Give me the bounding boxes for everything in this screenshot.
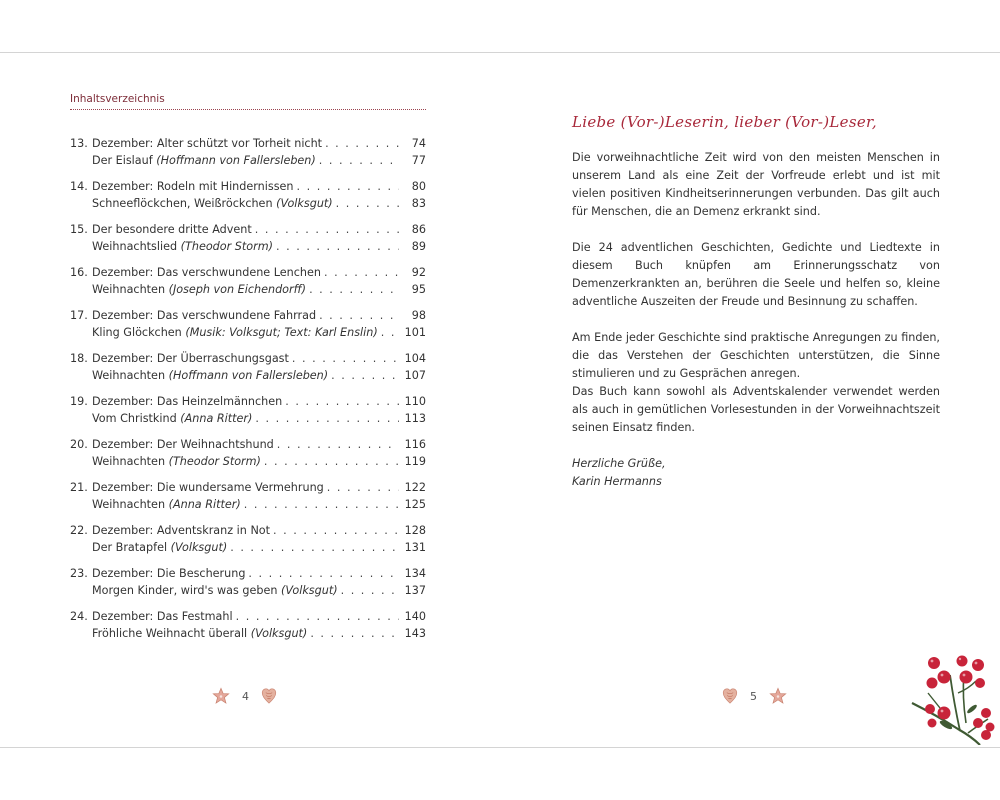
closing [572, 455, 940, 491]
closing-greeting: Herzliche Grüße, [572, 457, 666, 470]
toc-poem-row [70, 454, 426, 471]
heart-ornament-icon [722, 687, 738, 705]
star-ornament-icon [212, 687, 230, 705]
toc-poem-row [70, 153, 426, 170]
toc-leader-dots [310, 626, 399, 643]
toc-leader-dots [276, 239, 399, 256]
toc-title: Vom Christkind [92, 411, 181, 425]
toc-page-number: 143 [404, 626, 426, 640]
toc-number: 13. [70, 137, 88, 150]
toc-title-wrap [92, 454, 261, 471]
toc-page-number: 110 [404, 395, 426, 408]
toc-leader-dots [248, 566, 399, 583]
foreword [572, 113, 940, 491]
toc-title-wrap [92, 179, 294, 196]
toc-story-row [70, 523, 426, 540]
toc-leader-dots [297, 179, 400, 196]
toc-leader-dots [244, 497, 399, 514]
toc-leader-dots [292, 351, 399, 368]
toc-title-wrap [92, 437, 274, 454]
toc-title: Weihnachten [92, 368, 169, 382]
toc-page-number: 92 [411, 266, 426, 279]
toc-page-number: 80 [411, 180, 426, 193]
toc-poem-row [70, 196, 426, 213]
dotted-divider [70, 109, 426, 110]
toc-title-wrap [92, 394, 282, 411]
salutation: Liebe (Vor-)Leserin, lieber (Vor-)Leser, [572, 113, 877, 131]
toc-author: (Volksgut) [170, 540, 228, 554]
toc-title: Weihnachten [92, 497, 169, 511]
page-number: 4 [242, 689, 249, 703]
toc-title-wrap [92, 222, 252, 239]
toc-title: Dezember: Das verschwundene Fahrrad [92, 309, 317, 322]
toc-entry-group [70, 136, 426, 169]
toc-leader-dots [327, 480, 399, 497]
paragraph: Das Buch kann sowohl als Adventskalender verwendet werden als auch in gemütlichen Vorlesestunden in der Vorweihnachtszeit seinen Einsatz finden. [572, 385, 940, 434]
section-label: Inhaltsverzeichnis [70, 93, 165, 105]
toc-author: (Theodor Storm) [180, 239, 273, 253]
toc-author: (Volksgut) [250, 626, 308, 640]
toc-leader-dots [325, 136, 399, 153]
toc-page-number: 95 [411, 282, 426, 296]
toc-page-number: 128 [404, 524, 426, 537]
toc-page-number: 116 [404, 438, 426, 451]
toc-title-wrap [92, 308, 316, 325]
toc-number: 21. [70, 481, 88, 494]
toc-title-wrap [92, 196, 333, 213]
left-folio [212, 687, 277, 705]
toc-entry-group [70, 222, 426, 255]
toc-poem-row [70, 368, 426, 385]
toc-leader-dots [381, 325, 399, 342]
toc-title: Dezember: Der Weihnachtshund [92, 438, 274, 451]
toc-leader-dots [236, 609, 399, 626]
toc-story-row [70, 308, 426, 325]
toc-number: 20. [70, 438, 88, 451]
toc-leader-dots [331, 368, 399, 385]
toc-title-wrap [92, 540, 227, 557]
toc-story-row [70, 136, 426, 153]
star-ornament-icon [769, 687, 787, 705]
toc-entry-group [70, 480, 426, 513]
toc-title: Dezember: Rodeln mit Hindernissen [92, 180, 294, 193]
toc-leader-dots [264, 454, 399, 471]
toc-entry-group [70, 609, 426, 642]
toc-poem-row [70, 497, 426, 514]
toc-author: (Theodor Storm) [168, 454, 261, 468]
toc-title: Dezember: Der Überraschungsgast [92, 352, 289, 365]
berry-branch-icon [906, 653, 996, 745]
toc-title-wrap [92, 523, 270, 540]
toc-number: 14. [70, 180, 88, 193]
toc-title-wrap [92, 368, 328, 385]
toc-story-row [70, 222, 426, 239]
closing-author: Karin Hermanns [572, 475, 662, 488]
paragraph: Die vorweihnachtliche Zeit wird von den meisten Menschen in unserem Land als eine Zeit der Vorfreude erlebt und ist mit vielen positiven Kindheitserinnerungen verbunden. Das gilt auch für Menschen, die an Demenz erkrankt sind. [572, 151, 940, 218]
toc-leader-dots [324, 265, 399, 282]
page-number: 5 [750, 689, 757, 703]
toc-leader-dots [336, 196, 399, 213]
toc-entry-group [70, 437, 426, 470]
toc-title-wrap [92, 609, 233, 626]
toc-poem-row [70, 239, 426, 256]
toc-story-row [70, 179, 426, 196]
toc-entry-group [70, 566, 426, 599]
toc-title-wrap [92, 351, 289, 368]
toc-title: Fröhliche Weihnacht überall [92, 626, 251, 640]
toc-title-wrap [92, 325, 378, 342]
toc-number: 22. [70, 524, 88, 537]
paragraph: Am Ende jeder Geschichte sind praktische Anregungen zu finden, die das Verstehen der Geschichten unterstützen, die Sinne stimulieren und zu Gesprächen anregen. [572, 331, 940, 380]
toc-author: (Joseph von Eichendorff) [168, 282, 307, 296]
toc-page-number: 131 [404, 540, 426, 554]
toc-leader-dots [319, 153, 399, 170]
toc-leader-dots [277, 437, 399, 454]
toc-story-row [70, 437, 426, 454]
toc-number: 23. [70, 567, 88, 580]
toc-title: Dezember: Alter schützt vor Torheit nicht [92, 137, 323, 150]
toc-page-number: 74 [411, 137, 426, 150]
toc-title-wrap [92, 136, 322, 153]
toc-title: Weihnachten [92, 454, 169, 468]
toc-title: Morgen Kinder, wird's was geben [92, 583, 281, 597]
toc-title: Der Eislauf [92, 153, 157, 167]
toc-leader-dots [255, 222, 399, 239]
toc-title-wrap [92, 497, 241, 514]
toc-title: Weihnachten [92, 282, 169, 296]
toc-title-wrap [92, 411, 252, 428]
toc-title: Dezember: Die wundersame Vermehrung [92, 481, 324, 494]
toc-story-row [70, 265, 426, 282]
toc-page-number: 119 [404, 454, 426, 468]
toc-title: Schneeflöckchen, Weißröckchen [92, 196, 277, 210]
toc-entry-group [70, 179, 426, 212]
toc-title-wrap [92, 566, 245, 583]
toc-entry-group [70, 265, 426, 298]
toc-number: 19. [70, 395, 88, 408]
toc-number: 24. [70, 610, 88, 623]
toc-page-number: 83 [411, 196, 426, 210]
toc-story-row [70, 566, 426, 583]
toc-title-wrap [92, 239, 273, 256]
toc-title: Kling Glöckchen [92, 325, 186, 339]
toc-poem-row [70, 626, 426, 643]
toc-leader-dots [230, 540, 399, 557]
toc-number: 16. [70, 266, 88, 279]
toc-title-wrap [92, 282, 306, 299]
toc-page-number: 134 [404, 567, 426, 580]
toc-leader-dots [255, 411, 399, 428]
toc-leader-dots [319, 308, 399, 325]
toc-entry-group [70, 308, 426, 341]
toc-title-wrap [92, 265, 321, 282]
toc-story-row [70, 480, 426, 497]
toc-title: Weihnachtslied [92, 239, 181, 253]
toc-page-number: 137 [404, 583, 426, 597]
paragraph: Die 24 adventlichen Geschichten, Gedichte und Liedtexte in diesem Buch knüpfen am Erinnerungsschatz von Demenzerkrankten an, berühren die Seele und helfen so, kleine adventliche Auszeiten der Freude und Besinnung zu schaffen. [572, 241, 940, 308]
toc-entry-group [70, 394, 426, 427]
toc-page-number: 77 [411, 153, 426, 167]
toc-poem-row [70, 411, 426, 428]
toc-story-row [70, 351, 426, 368]
right-page [502, 53, 1000, 747]
toc-page-number: 140 [404, 610, 426, 623]
toc-entry-group [70, 523, 426, 556]
toc-title-wrap [92, 480, 324, 497]
toc-author: (Hoffmann von Fallersleben) [168, 368, 329, 382]
toc-leader-dots [341, 583, 399, 600]
toc-number: 18. [70, 352, 88, 365]
toc-title-wrap [92, 153, 316, 170]
toc-title: Dezember: Das Festmahl [92, 610, 233, 623]
book-spread [0, 52, 1000, 748]
heart-ornament-icon [261, 687, 277, 705]
toc-author: (Volksgut) [276, 196, 333, 210]
toc-title: Dezember: Die Bescherung [92, 567, 246, 580]
toc-poem-row [70, 583, 426, 600]
toc-page-number: 125 [404, 497, 426, 511]
toc-poem-row [70, 540, 426, 557]
table-of-contents [70, 136, 426, 652]
toc-title: Der Bratapfel [92, 540, 171, 554]
toc-title: Der besondere dritte Advent [92, 223, 252, 236]
toc-poem-row [70, 325, 426, 342]
toc-author: (Anna Ritter) [168, 497, 241, 511]
toc-story-row [70, 394, 426, 411]
toc-page-number: 86 [411, 223, 426, 236]
toc-page-number: 107 [404, 368, 426, 382]
toc-author: (Hoffmann von Fallersleben) [156, 153, 316, 167]
toc-page-number: 104 [404, 352, 426, 365]
toc-page-number: 122 [404, 481, 426, 494]
toc-page-number: 113 [404, 411, 426, 425]
toc-author: (Musik: Volksgut; Text: Karl Enslin) [185, 325, 378, 339]
right-folio [722, 687, 787, 705]
toc-number: 15. [70, 223, 88, 236]
toc-leader-dots [273, 523, 399, 540]
toc-title-wrap [92, 626, 307, 643]
toc-title: Dezember: Das Heinzelmännchen [92, 395, 283, 408]
toc-page-number: 98 [411, 309, 426, 322]
toc-author: (Volksgut) [281, 583, 338, 597]
left-page [0, 53, 498, 747]
toc-page-number: 101 [404, 325, 426, 339]
toc-leader-dots [309, 282, 399, 299]
toc-leader-dots [285, 394, 399, 411]
toc-title: Dezember: Adventskranz in Not [92, 524, 271, 537]
toc-title-wrap [92, 583, 338, 600]
toc-page-number: 89 [411, 239, 426, 253]
toc-poem-row [70, 282, 426, 299]
toc-number: 17. [70, 309, 88, 322]
toc-entry-group [70, 351, 426, 384]
toc-title: Dezember: Das verschwundene Lenchen [92, 266, 321, 279]
toc-story-row [70, 609, 426, 626]
toc-author: (Anna Ritter) [180, 411, 253, 425]
